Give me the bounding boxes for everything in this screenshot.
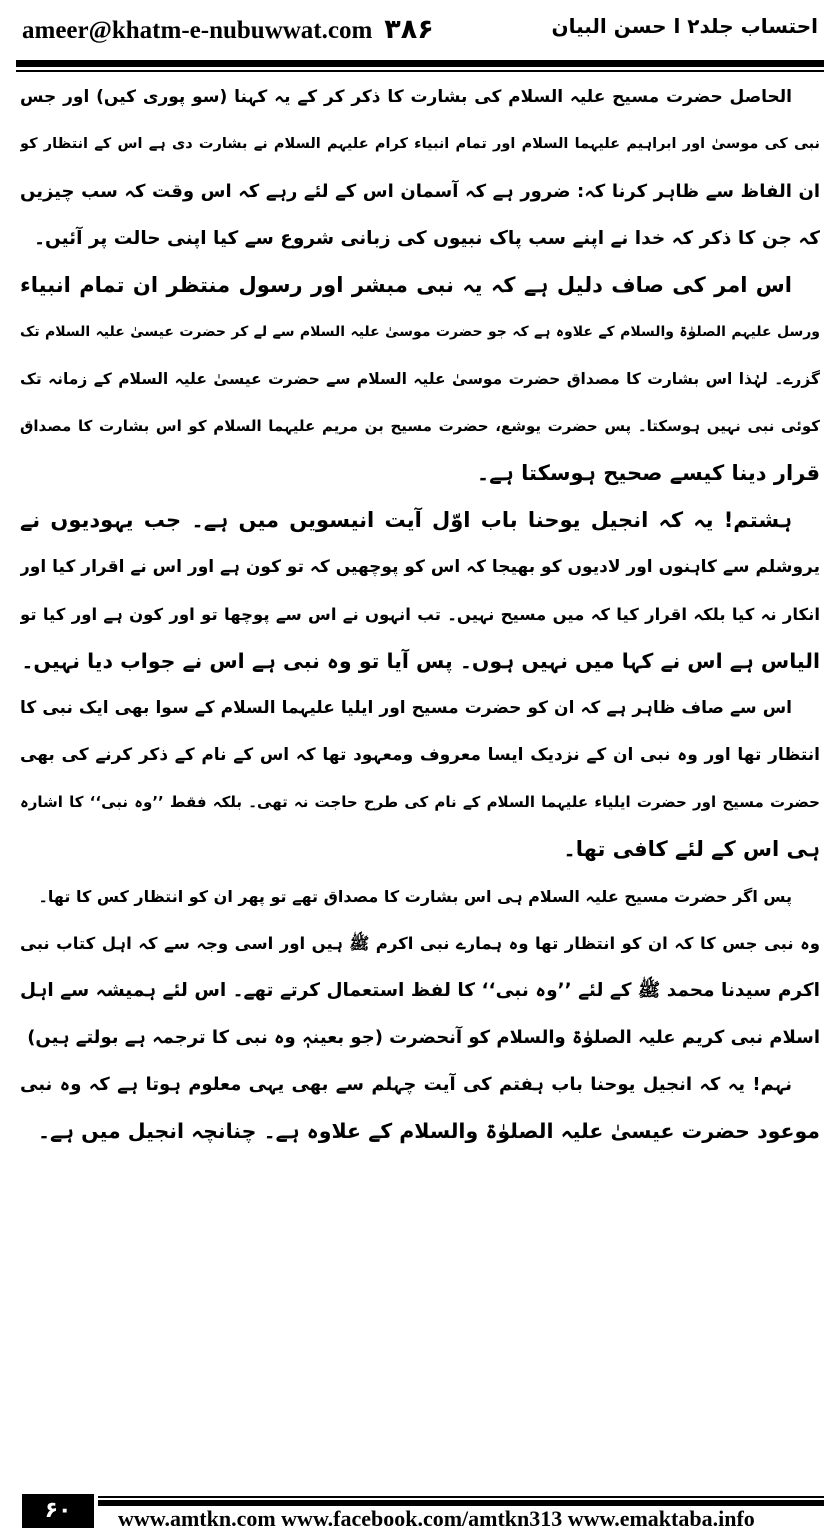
footer-links: www.amtkn.com www.facebook.com/amtkn313 www.emaktaba.info bbox=[118, 1506, 755, 1531]
text-line: حضرت مسیح اور حضرت ایلیاء علیہما السلام کے نام کی طرح حاجت نہ تھی۔ بلکہ فقط ’’وہ نبی‘‘ کا اشارہ bbox=[20, 793, 820, 811]
text-line: ان الفاظ سے ظاہر کرنا کہ: ضرور ہے کہ آسمان اس کے لئے رہے کہ اس وقت کہ سب چیزیں bbox=[20, 181, 820, 202]
text-line: گزرے۔ لہٰذا اس بشارت کا مصداق حضرت موسیٰ علیہ السلام سے حضرت عیسیٰ علیہ السلام کے زمانہ تک bbox=[20, 370, 820, 388]
text-line: ورسل علیہم الصلوٰۃ والسلام کے علاوہ ہے کہ جو حضرت موسیٰ علیہ السلام سے لے کر حضرت عیسیٰ علیہ السلام تک bbox=[20, 324, 820, 340]
text-line: وہ نبی جس کا کہ ان کو انتظار تھا وہ ہمارے نبی اکرم ﷺ ہیں اور اسی وجہ سے کہ اہل کتاب نبی bbox=[20, 934, 820, 953]
header-book-title: احتساب جلد۲ ا حسن البیان bbox=[551, 14, 818, 38]
text-line: نہم! یہ کہ انجیل یوحنا باب ہفتم کی آیت چہلم سے بھی یہی معلوم ہوتا ہے کہ وہ نبی bbox=[20, 1074, 792, 1095]
text-line: الحاصل حضرت مسیح علیہ السلام کی بشارت کا ذکر کر کے یہ کہنا (سو پوری کیں) اور جس bbox=[20, 87, 792, 107]
text-line: اسلام نبی کریم علیہ الصلوٰۃ والسلام کو آنحضرت (جو بعینہٖ وہ نبی کا ترجمہ ہے بولتے ہیں) bbox=[27, 1027, 820, 1048]
text-line: کوئی نبی نہیں ہوسکتا۔ پس حضرت یوشع، حضرت مسیح بن مریم علیہما السلام کو اس بشارت کا مصداق bbox=[20, 417, 820, 435]
text-line: اکرم سیدنا محمد ﷺ کے لئے ’’وہ نبی‘‘ کا لفظ استعمال کرتے تھے۔ اس لئے ہمیشہ سے اہل bbox=[20, 980, 820, 1001]
text-line: نبی کی موسیٰ اور ابراہیم علیہما السلام اور تمام انبیاء کرام علیہم السلام نے بشارت دی ہے اس کے انتظار کو bbox=[20, 136, 820, 152]
text-line: یروشلم سے کاہنوں اور لادیوں کو بھیجا کہ اس کو پوچھیں کہ تو کون ہے اور اس نے اقرار کیا اور bbox=[20, 557, 820, 577]
text-line: ہشتم! یہ کہ انجیل یوحنا باب اوّل آیت انیسویں میں ہے۔ جب یہودیوں نے bbox=[20, 508, 792, 532]
text-line: اس امر کی صاف دلیل ہے کہ یہ نبی مبشر اور رسول منتظر ان تمام انبیاء bbox=[20, 273, 792, 297]
text-line: کہ جن کا ذکر کہ خدا نے اپنے سب پاک نبیوں کی زبانی شروع سے کیا اپنی حالت پر آئیں۔ bbox=[34, 228, 820, 249]
text-line: موعود حضرت عیسیٰ علیہ الصلوٰۃ والسلام کے علاوہ ہے۔ چنانچہ انجیل میں ہے۔ bbox=[37, 1119, 820, 1143]
body-text bbox=[20, 74, 820, 1155]
page-header bbox=[0, 0, 840, 62]
text-line: پس اگر حضرت مسیح علیہ السلام ہی اس بشارت کا مصداق تھے تو پھر ان کو انتظار کس کا تھا۔ bbox=[38, 887, 792, 906]
text-line: انکار نہ کیا بلکہ اقرار کیا کہ میں مسیح نہیں۔ تب انہوں نے اس سے پوچھا تو اور کون ہے اور کیا تو bbox=[20, 605, 820, 624]
text-line: اس سے صاف ظاہر ہے کہ ان کو حضرت مسیح اور ایلیا علیہما السلام کے سوا بھی ایک نبی کا bbox=[20, 698, 792, 718]
header-page-number: ۳۸۶ bbox=[384, 14, 434, 45]
header-rule-thick bbox=[16, 60, 824, 67]
page-footer bbox=[0, 1488, 840, 1540]
footer-page-number: ۶۰ bbox=[22, 1494, 94, 1528]
header-email: ameer@khatm-e-nubuwwat.com bbox=[22, 17, 373, 44]
footer-rule-thin bbox=[98, 1496, 824, 1498]
text-line: قرار دینا کیسے صحیح ہوسکتا ہے۔ bbox=[476, 461, 820, 485]
header-rule-thin bbox=[16, 70, 824, 72]
header-left bbox=[22, 14, 434, 45]
text-line: الیاس ہے اس نے کہا میں نہیں ہوں۔ پس آیا تو وہ نبی ہے اس نے جواب دیا نہیں۔ bbox=[21, 649, 820, 673]
text-line: ہی اس کے لئے کافی تھا۔ bbox=[563, 837, 820, 861]
text-line: انتظار تھا اور وہ نبی ان کے نزدیک ایسا معروف ومعہود تھا کہ اس کے نام کے ذکر کرنے کی بھی bbox=[20, 745, 820, 765]
